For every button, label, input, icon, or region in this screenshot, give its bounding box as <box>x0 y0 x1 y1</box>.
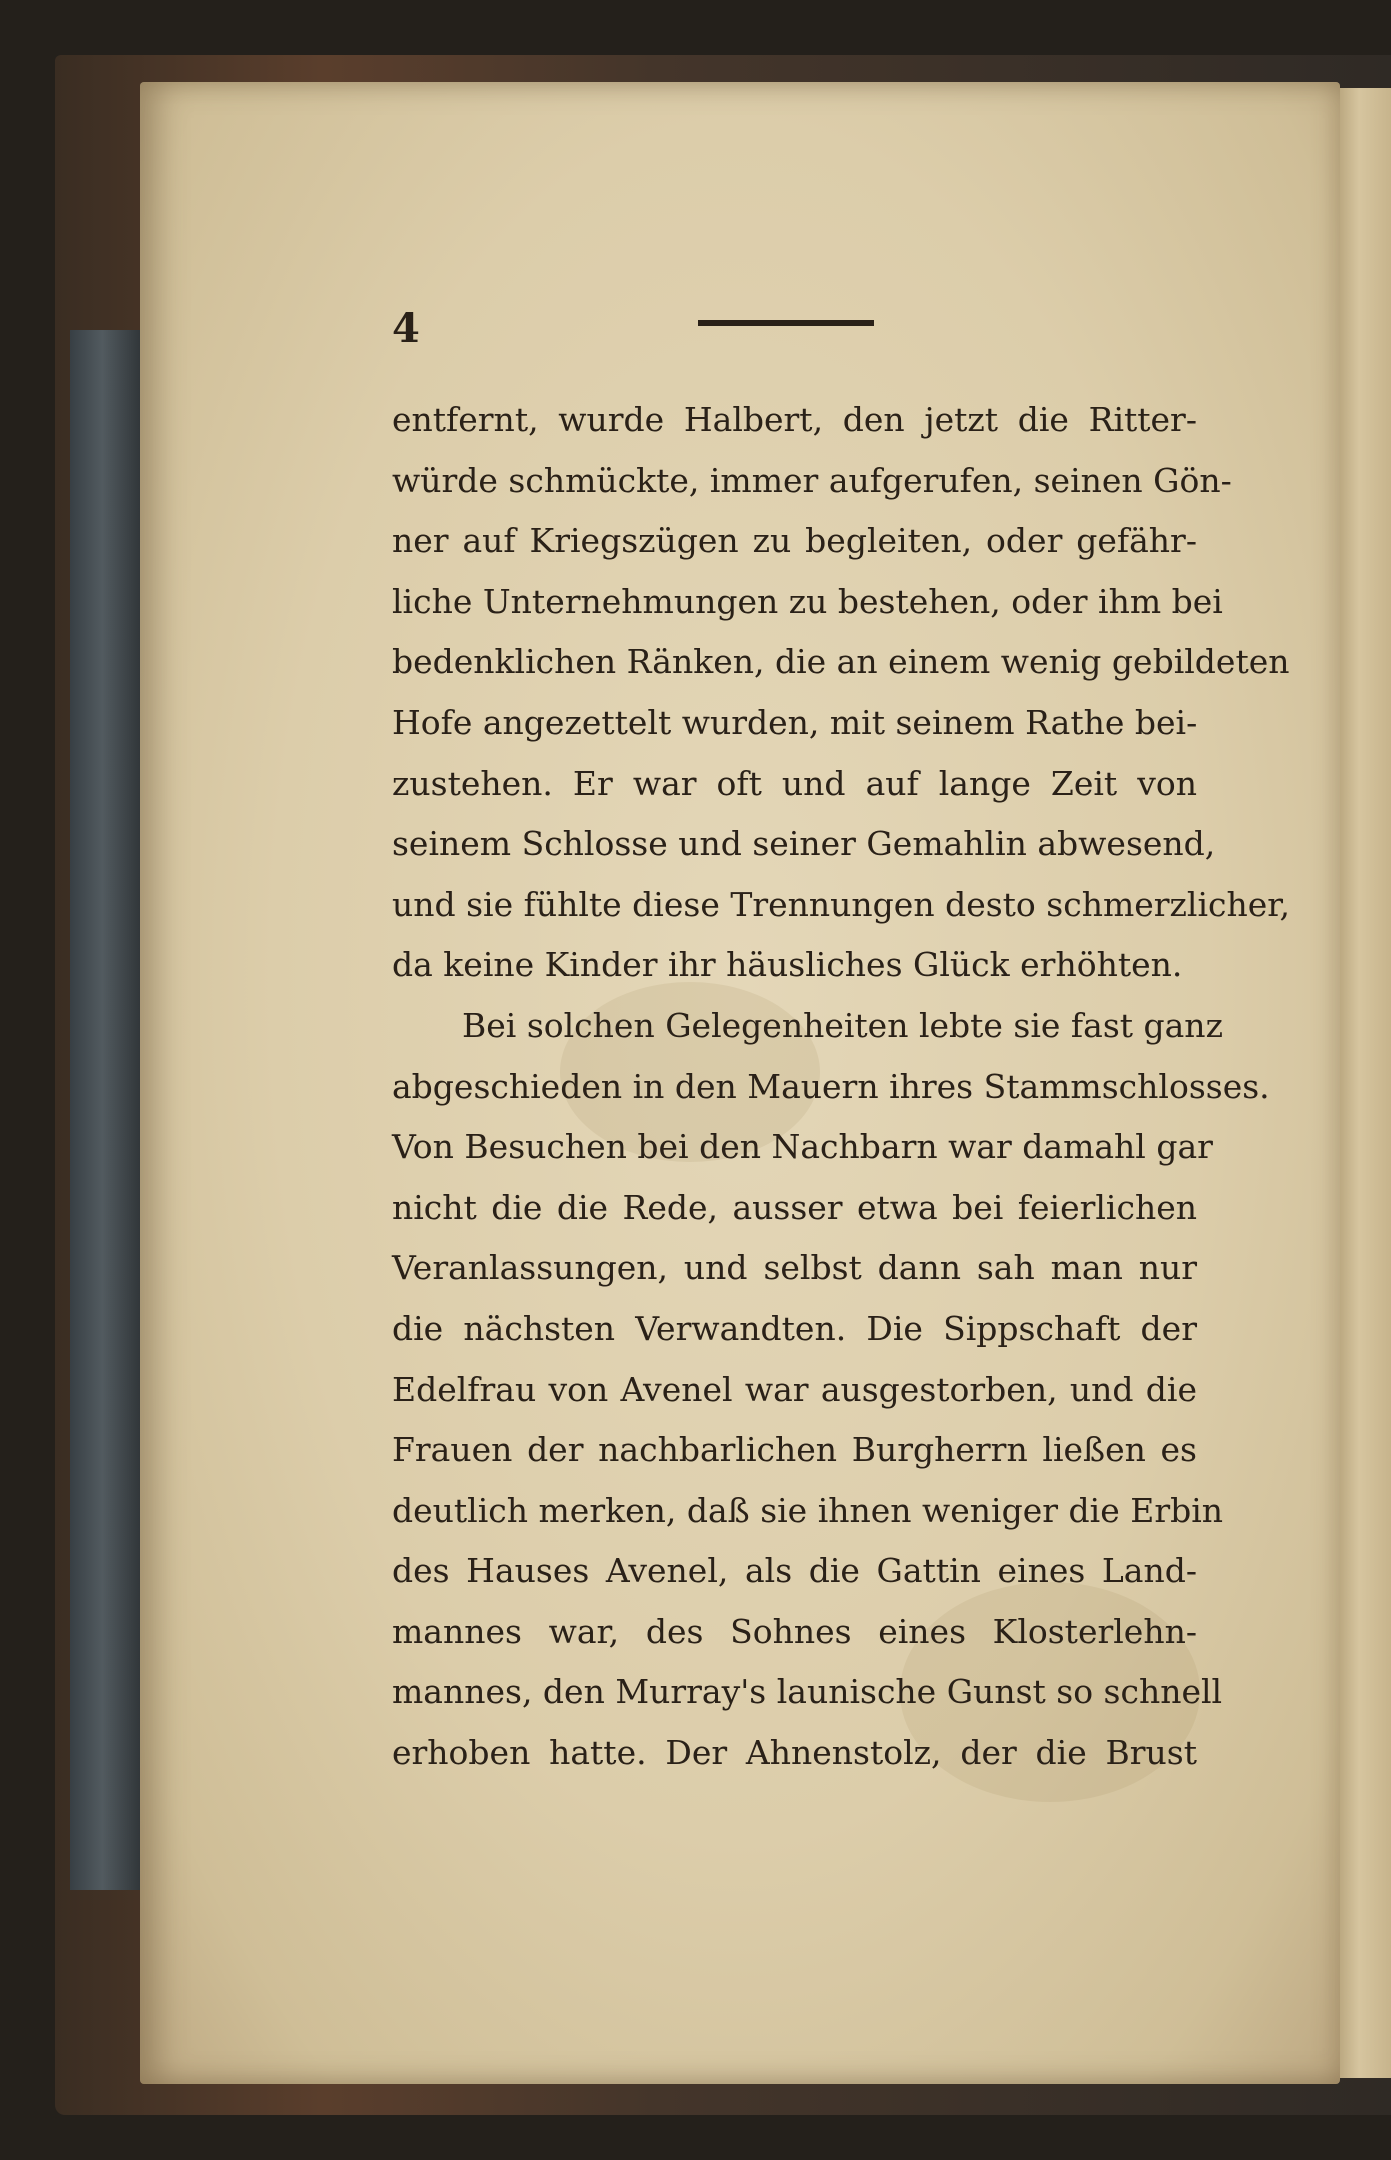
text-line: liche Unternehmungen zu bestehen, oder ihm bei <box>392 581 1223 621</box>
text-line: abgeschieden in den Mauern ihres Stammschlosses. <box>392 1066 1270 1106</box>
page-number: 4 <box>392 305 420 352</box>
text-line: würde schmückte, immer aufgerufen, seinen Gön- <box>392 460 1232 500</box>
text-line: entfernt, wurde Halbert, den jetzt die Ritter- <box>392 400 1197 439</box>
text-line: mannes war, des Sohnes eines Klosterlehn- <box>392 1611 1197 1651</box>
text-line: da keine Kinder ihr häusliches Glück erhöhten. <box>392 945 1183 985</box>
text-line: erhoben hatte. Der Ahnenstolz, der die Brust <box>392 1733 1197 1773</box>
text-line: Edelfrau von Avenel war ausgestorben, und die <box>392 1369 1197 1409</box>
text-line: mannes, den Murray's launische Gunst so schnell <box>392 1672 1223 1712</box>
spine-cloth <box>70 330 142 1890</box>
text-line: Veranlassungen, und selbst dann sah man nur <box>392 1248 1197 1288</box>
text-line: nicht die die Rede, ausser etwa bei feierlichen <box>392 1187 1197 1227</box>
text-line: bedenklichen Ränken, die an einem wenig gebildeten <box>392 642 1290 682</box>
text-line: Von Besuchen bei den Nachbarn war damahl gar <box>392 1127 1213 1167</box>
text-line: seinem Schlosse und seiner Gemahlin abwesend, <box>392 824 1216 864</box>
text-line: ner auf Kriegszügen zu begleiten, oder gefähr- <box>392 521 1197 561</box>
text-line: Frauen der nachbarlichen Burgherrn ließen es <box>392 1430 1197 1470</box>
text-line: des Hauses Avenel, als die Gattin eines Land- <box>392 1551 1197 1591</box>
body-text <box>392 390 1290 1784</box>
header-rule <box>698 320 874 326</box>
text-line: die nächsten Verwandten. Die Sippschaft der <box>392 1308 1197 1348</box>
next-page-edge <box>1338 88 1391 2078</box>
text-line: Hofe angezettelt wurden, mit seinem Rathe bei- <box>392 702 1198 742</box>
text-line: Bei solchen Gelegenheiten lebte sie fast ganz <box>462 1005 1223 1045</box>
text-line: und sie fühlte diese Trennungen desto schmerzlicher, <box>392 884 1290 924</box>
text-line: deutlich merken, daß sie ihnen weniger die Erbin <box>392 1490 1224 1530</box>
text-line: zustehen. Er war oft und auf lange Zeit von <box>392 763 1197 803</box>
